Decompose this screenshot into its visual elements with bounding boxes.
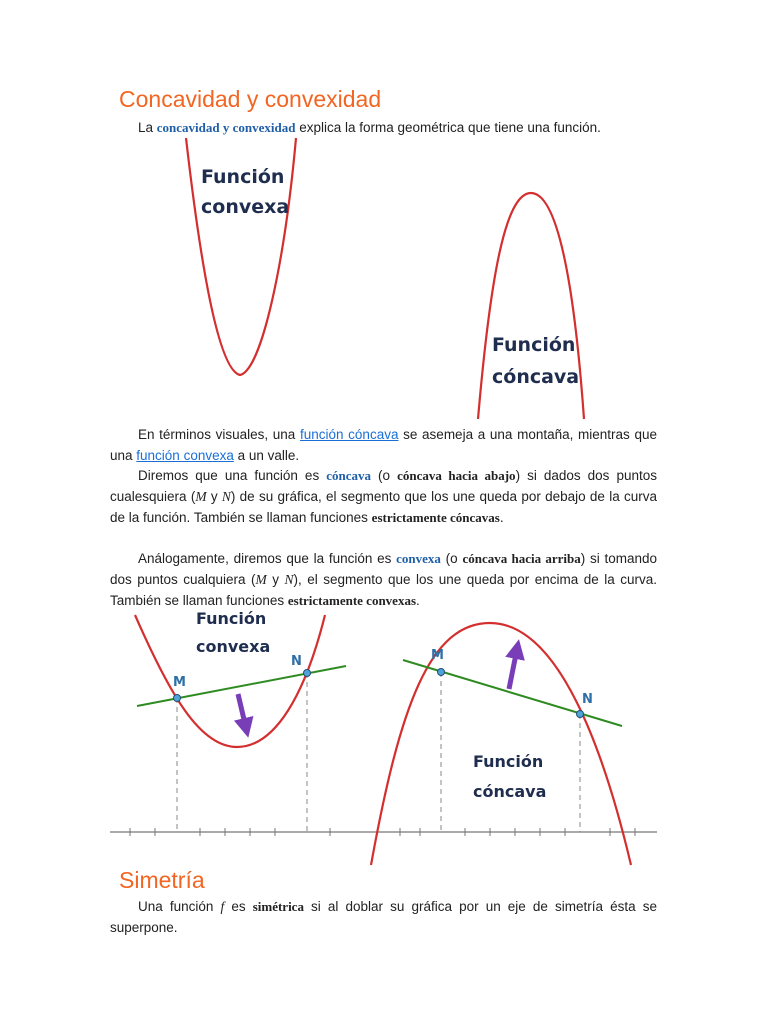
concave-label-line1: Función [492, 334, 576, 356]
link-concave-function[interactable]: función cóncava [299, 427, 399, 442]
term-symmetric: simétrica [252, 899, 304, 914]
concave-up-arrow [509, 649, 517, 689]
convex-point-n-label: N [291, 654, 302, 669]
section-title-symmetry: Simetría [119, 867, 205, 893]
convex-curve-chord-figure [135, 615, 325, 747]
convex-label-line2: convexa [201, 196, 290, 218]
term-concave-down: cóncava hacia abajo [397, 468, 516, 483]
section-title-concavity: Concavidad y convexidad [119, 86, 382, 112]
convex-point-m-label: M [173, 675, 186, 690]
symmetry-paragraph: Una función f es simétrica si al doblar su gráfica por un eje de simetría ésta se superpone. [110, 899, 657, 935]
concave-curve-chord-figure [371, 623, 631, 865]
convex-down-arrow [238, 694, 246, 728]
convex-definition-paragraph: Análogamente, diremos que la función es convexa (o cóncava hacia arriba) si tomando dos puntos cualquiera (M y N), el segmento que los une queda por encima de la curva. También se llaman funciones estrictamente convexas. [110, 551, 657, 608]
convex-label-line1: Función [201, 166, 285, 188]
concave-chord-label-line1: Función [473, 752, 544, 771]
concave-chord-label-line2: cóncava [473, 782, 547, 801]
term-strictly-concave: estrictamente cóncavas [371, 510, 500, 525]
convex-point-m [174, 695, 181, 702]
figure-convex-concave [0, 130, 768, 420]
convex-point-n [304, 670, 311, 677]
concave-point-m [438, 669, 445, 676]
concave-point-m-label: M [431, 648, 444, 663]
concave-label-line2: cóncava [492, 366, 580, 388]
term-strictly-convex: estrictamente convexas [287, 593, 417, 608]
link-convex-function[interactable]: función convexa [136, 448, 234, 463]
concave-definition-paragraph: Diremos que una función es cóncava (o cóncava hacia abajo) si dados dos puntos cualesquiera (M y N) de su gráfica, el segmento que los une queda por debajo de la curva de la función. También se llaman funciones estrictamente cóncavas. [110, 468, 658, 525]
figure-chord-diagrams [0, 605, 768, 867]
visual-paragraph: En términos visuales, una función cóncava se asemeja a una montaña, mientras que una función convexa a un valle. [110, 427, 657, 463]
term-concavity: concavidad y convexidad [156, 120, 296, 135]
concave-point-n-label: N [582, 692, 593, 707]
intro-paragraph: La concavidad y convexidad explica la forma geométrica que tiene una función. [138, 120, 601, 135]
convex-chord-label-line1: Función [196, 609, 267, 628]
term-concave: cóncava [326, 468, 371, 483]
concave-point-n [577, 711, 584, 718]
term-convex: convexa [396, 551, 441, 566]
convex-chord-label-line2: convexa [196, 637, 271, 656]
term-concave-up: cóncava hacia arriba [462, 551, 581, 566]
